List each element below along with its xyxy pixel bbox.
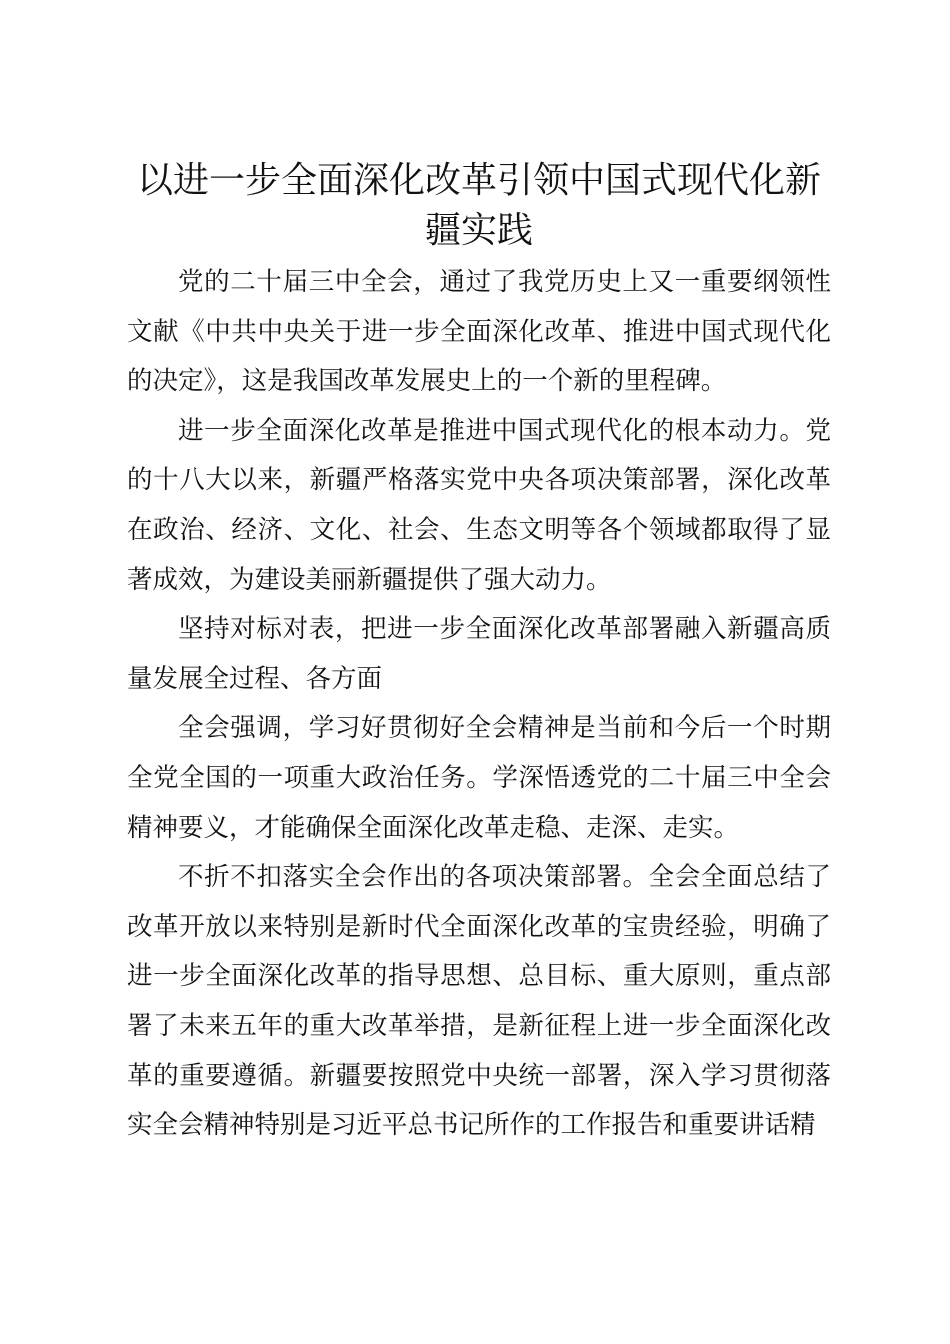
paragraph: 进一步全面深化改革是推进中国式现代化的根本动力。党的十八大以来，新疆严格落实党中央各项决策部署，深化改革在政治、经济、文化、社会、生态文明等各个领域都取得了显著成效，为建设美丽新疆提供了强大动力。 [127,415,831,595]
document-body [127,258,831,1151]
document-page [127,156,831,1151]
paragraph: 坚持对标对表，把进一步全面深化改革部署融入新疆高质量发展全过程、各方面 [127,614,831,694]
paragraph: 党的二十届三中全会，通过了我党历史上又一重要纲领性文献《中共中央关于进一步全面深化改革、推进中国式现代化的决定》，这是我国改革发展史上的一个新的里程碑。 [127,267,831,397]
paragraph: 全会强调，学习好贯彻好全会精神是当前和今后一个时期全党全国的一项重大政治任务。学深悟透党的二十届三中全会精神要义，才能确保全面深化改革走稳、走深、走实。 [127,713,831,843]
document-title: 以进一步全面深化改革引领中国式现代化新疆实践 [136,160,821,251]
paragraph: 不折不扣落实全会作出的各项决策部署。全会全面总结了改革开放以来特别是新时代全面深化改革的宝贵经验，明确了进一步全面深化改革的指导思想、总目标、重大原则，重点部署了未来五年的重大改革举措，是新征程上进一步全面深化改革的重要遵循。新疆要按照党中央统一部署，深入学习贯彻落实全会精神特别是习近平总书记所作的工作报告和重要讲话精 [127,862,831,1141]
